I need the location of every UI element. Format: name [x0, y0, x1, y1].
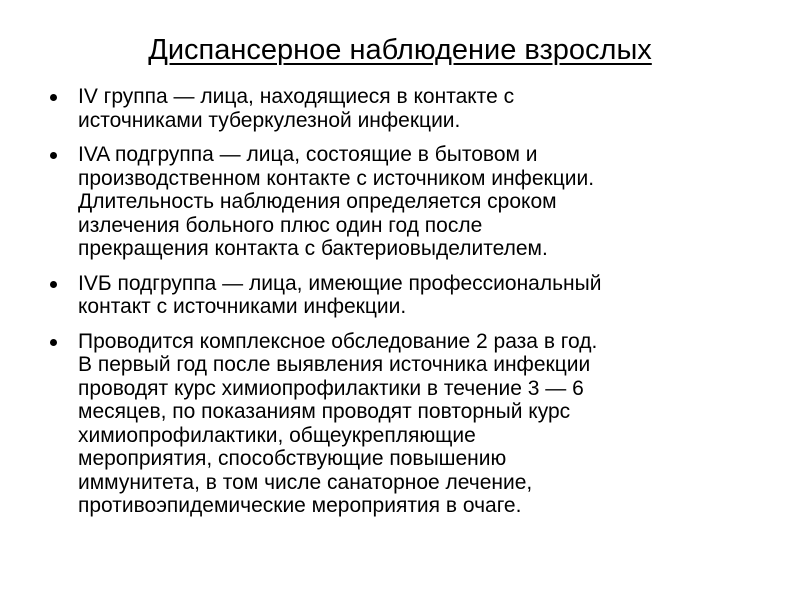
bullet-item [40, 272, 760, 319]
bullet-dot-icon [50, 339, 57, 346]
bullet-text: IVБ подгруппа — лица, имеющие профессиональный контакт с источниками инфекции. [78, 271, 602, 318]
bullet-text: Проводится комплексное обследование 2 раза в год. В первый год после выявления источника инфекции проводят курс химиопрофилактики в течение 3 — 6 месяцев, по показаниям проводят повторный курс химиопрофилактики, общеукрепляющие мероприятия, способствующие повышению иммунитета, в том числе санаторное лечение, противоэпидемические мероприятия в очаге. [78, 329, 598, 517]
bullet-item [40, 143, 760, 261]
bullet-dot-icon [50, 152, 57, 159]
bullet-text: IVA подгруппа — лица, состоящие в бытовом и производственном контакте с источником инфекции. Длительность наблюдения определяется сроком излечения больного плюс один год после прекращения контакта с бактериовыделителем. [78, 143, 595, 260]
slide-title: Диспансерное наблюдение взрослых [148, 34, 652, 66]
bullet-list [40, 85, 760, 529]
bullet-dot-icon [50, 94, 57, 101]
bullet-item [40, 85, 760, 132]
bullet-text: IV группа — лица, находящиеся в контакте с источниками туберкулезной инфекции. [78, 85, 515, 132]
bullet-dot-icon [50, 281, 57, 288]
bullet-item [40, 330, 760, 518]
